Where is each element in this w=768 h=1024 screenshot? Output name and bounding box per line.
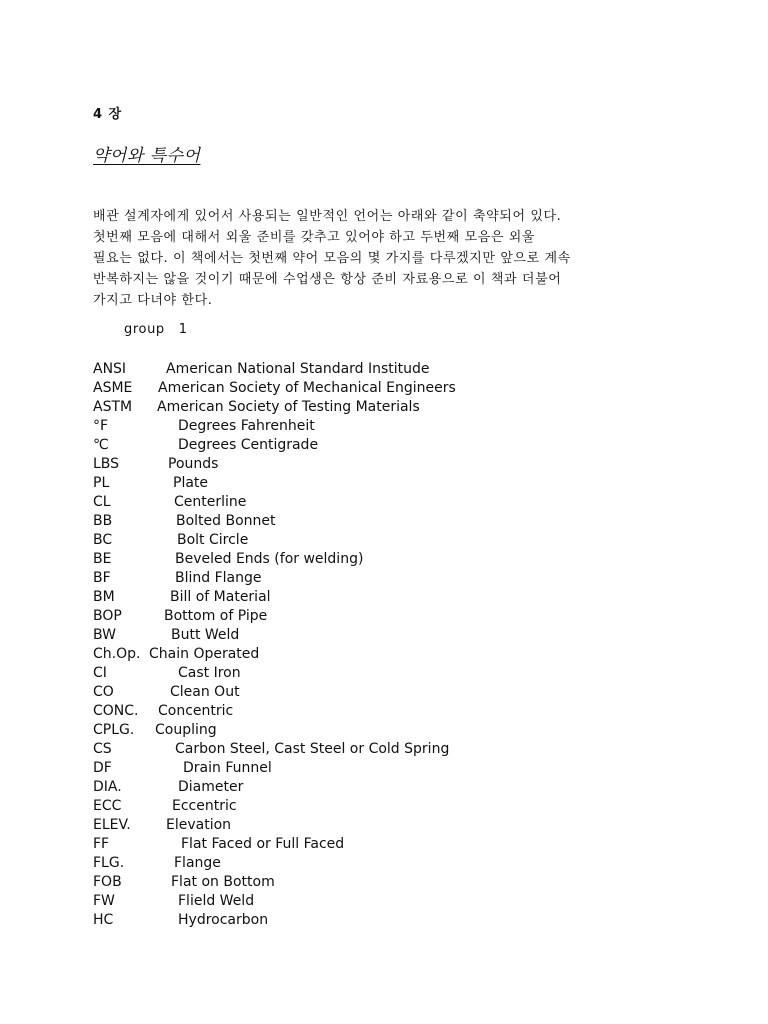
abbreviation-row (93, 892, 693, 911)
abbreviation-meaning: Carbon Steel, Cast Steel or Cold Spring (175, 741, 450, 757)
abbreviation-row (93, 588, 693, 607)
abbreviation-row (93, 683, 693, 702)
intro-line: 필요는 없다. 이 책에서는 첫번째 약어 모음의 몇 가지를 다루겠지만 앞으로 계속 (93, 251, 571, 266)
abbreviation-term: Ch.Op. (93, 646, 141, 662)
abbreviation-row (93, 911, 693, 930)
abbreviation-meaning: Clean Out (170, 684, 240, 700)
abbreviation-row (93, 759, 693, 778)
group-number: 1 (178, 322, 188, 337)
abbreviation-term: ℃ (93, 437, 109, 453)
abbreviation-term: FW (93, 893, 115, 909)
abbreviation-row (93, 816, 693, 835)
abbreviation-term: BE (93, 551, 112, 567)
abbreviation-term: DIA. (93, 779, 122, 795)
abbreviation-row (93, 417, 693, 436)
group-label: group (124, 322, 165, 337)
abbreviation-row (93, 398, 693, 417)
abbreviation-row (93, 740, 693, 759)
abbreviation-term: BOP (93, 608, 122, 624)
abbreviation-meaning: Concentric (158, 703, 234, 719)
abbreviation-row (93, 607, 693, 626)
abbreviation-row (93, 493, 693, 512)
abbreviation-meaning: Beveled Ends (for welding) (175, 551, 364, 567)
abbreviation-meaning: Flield Weld (178, 893, 255, 909)
intro-line: 반복하지는 않을 것이기 때문에 수업생은 항상 준비 자료용으로 이 책과 더불어 (93, 272, 562, 287)
abbreviation-term: ANSI (93, 361, 127, 377)
abbreviation-row (93, 360, 693, 379)
abbreviation-meaning: Butt Weld (171, 627, 240, 643)
abbreviation-term: FOB (93, 874, 122, 890)
abbreviation-meaning: Flange (174, 855, 221, 871)
abbreviation-meaning: Pounds (168, 456, 219, 472)
abbreviation-term: BF (93, 570, 111, 586)
abbreviation-term: BB (93, 513, 113, 529)
intro-line: 배관 설계자에게 있어서 사용되는 일반적인 언어는 아래와 같이 축약되어 있다. (93, 209, 562, 224)
abbreviation-term: CO (93, 684, 114, 700)
abbreviation-meaning: Plate (173, 475, 209, 491)
abbreviation-meaning: Drain Funnel (183, 760, 272, 776)
intro-line: 첫번째 모음에 대해서 외울 준비를 갖추고 있어야 하고 두번째 모음은 외울 (93, 230, 536, 245)
abbreviation-meaning: Bolt Circle (177, 532, 249, 548)
abbreviation-meaning: American Society of Testing Materials (157, 399, 420, 415)
abbreviation-meaning: Blind Flange (175, 570, 262, 586)
abbreviation-meaning: American Society of Mechanical Engineers (158, 380, 456, 396)
group-heading (124, 322, 188, 337)
abbreviation-meaning: American National Standard Institude (166, 361, 430, 377)
abbreviation-meaning: Degrees Centigrade (178, 437, 319, 453)
abbreviation-term: BW (93, 627, 116, 643)
abbreviation-meaning: Degrees Fahrenheit (178, 418, 315, 434)
abbreviation-meaning: Eccentric (172, 798, 237, 814)
abbreviation-term: ECC (93, 798, 122, 814)
abbreviation-row (93, 512, 693, 531)
abbreviation-meaning: Flat Faced or Full Faced (181, 836, 345, 852)
abbreviation-row (93, 569, 693, 588)
abbreviation-row (93, 436, 693, 455)
abbreviation-row (93, 626, 693, 645)
abbreviation-term: FLG. (93, 855, 125, 871)
abbreviation-meaning: Bill of Material (170, 589, 271, 605)
abbreviation-term: BC (93, 532, 113, 548)
abbreviation-term: ASTM (93, 399, 133, 415)
abbreviation-row (93, 664, 693, 683)
page-title: 약어와 특수어 (93, 146, 201, 166)
abbreviation-term: CS (93, 741, 112, 757)
abbreviation-term: °F (93, 418, 109, 434)
abbreviation-term: CPLG. (93, 722, 135, 738)
abbreviation-meaning: Chain Operated (149, 646, 260, 662)
abbreviation-term: BM (93, 589, 115, 605)
abbreviation-meaning: Bottom of Pipe (164, 608, 268, 624)
abbreviation-row (93, 873, 693, 892)
abbreviation-row (93, 797, 693, 816)
abbreviation-term: CL (93, 494, 111, 510)
abbreviation-row (93, 721, 693, 740)
abbreviation-meaning: Elevation (166, 817, 232, 833)
abbreviation-meaning: Bolted Bonnet (176, 513, 276, 529)
abbreviation-row (93, 854, 693, 873)
intro-line: 가지고 다녀야 한다. (93, 293, 213, 308)
intro-paragraph (93, 206, 693, 311)
abbreviation-term: CI (93, 665, 107, 681)
abbreviation-meaning: Centerline (174, 494, 247, 510)
abbreviation-meaning: Diameter (178, 779, 244, 795)
abbreviation-term: ASME (93, 380, 133, 396)
abbreviation-row (93, 455, 693, 474)
abbreviation-row (93, 550, 693, 569)
abbreviation-row (93, 702, 693, 721)
abbreviation-row (93, 778, 693, 797)
abbreviation-row (93, 531, 693, 550)
abbreviation-list (93, 360, 693, 930)
abbreviation-row (93, 645, 693, 664)
abbreviation-meaning: Hydrocarbon (178, 912, 269, 928)
abbreviation-term: HC (93, 912, 114, 928)
abbreviation-row (93, 379, 693, 398)
chapter-heading: 4 장 (93, 107, 123, 122)
abbreviation-meaning: Coupling (155, 722, 217, 738)
abbreviation-meaning: Cast Iron (178, 665, 241, 681)
abbreviation-row (93, 474, 693, 493)
abbreviation-term: LBS (93, 456, 120, 472)
abbreviation-term: FF (93, 836, 110, 852)
abbreviation-row (93, 835, 693, 854)
abbreviation-term: ELEV. (93, 817, 131, 833)
abbreviation-term: PL (93, 475, 110, 491)
abbreviation-term: DF (93, 760, 112, 776)
abbreviation-meaning: Flat on Bottom (171, 874, 275, 890)
abbreviation-term: CONC. (93, 703, 139, 719)
